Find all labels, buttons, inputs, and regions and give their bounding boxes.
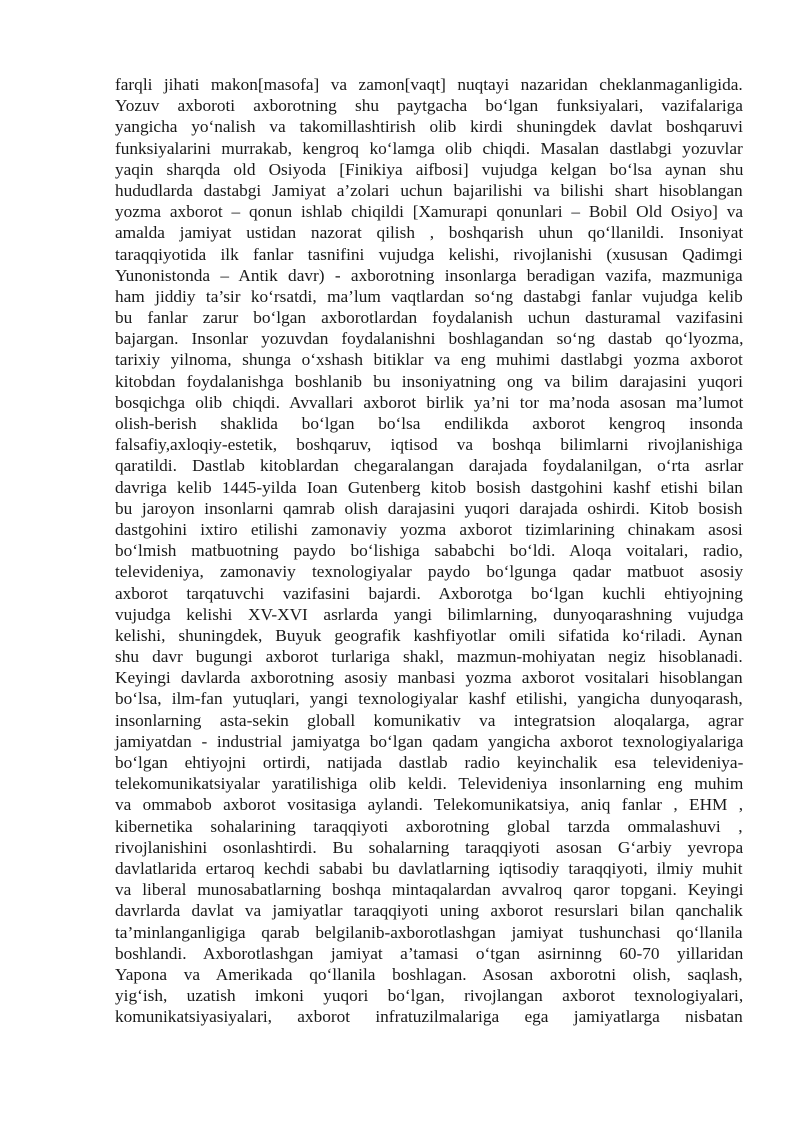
text-line: ta’minlanganligiga qarab belgilanib-axborotlashgan jamiyat tushunchasi qo‘llanila [115, 922, 743, 942]
text-line: yozma axborot – qonun ishlab chiqildi [Xamurapi qonunlari – Bobil Old Osiyo] va [115, 202, 744, 222]
text-line: yig‘ish, uzatish imkoni yuqori bo‘lgan, rivojlangan axborot texnologiyalari, [115, 986, 744, 1006]
text-line: olish-berish shaklida bo‘lgan bo‘lsa endilikda axborot kengroq insonda [115, 414, 743, 433]
text-line: Yozuv axboroti axborotning shu paytgacha bo‘lgan funksiyalari, vazifalariga [115, 96, 743, 116]
text-line: ham jiddiy ta’sir ko‘rsatdi, ma’lum vaqtlardan so‘ng dastabgi fanlar vujudga kelib [115, 286, 743, 306]
text-line: shu davr bugungi axborot turlariga shakl, mazmun-mohiyatan negiz hisoblanadi. [115, 647, 743, 667]
text-line: taraqqiyotida ilk fanlar tasnifini vujudga kelishi, rivojlanishi (xususan Qadimgi [115, 244, 743, 264]
text-line: funksiyalarini murrakab, kengroq ko‘lamga olib chiqdi. Masalan dastlabgi yozuvlar [115, 138, 743, 158]
text-line: komunikatsiyasiyalari, axborot infratuzilmalariga ega jamiyatlarga nisbatan [115, 1007, 743, 1027]
text-line: bo‘lgan ehtiyojni ortirdi, natijada dastlab radio keyinchalik esa televideniya- [115, 753, 744, 772]
text-line: kelishi, shuningdek, Buyuk geografik kashfiyotlar omili sifatida ko‘riladi. Aynan [115, 625, 743, 645]
text-line: davriga kelib 1445-yilda Ioan Gutenberg kitob bosish dastgohini kashf etishi bilan [115, 477, 743, 497]
text-line: vujudga kelishi XV-XVI asrlarda yangi bilimlarning, dunyoqarashning vujudga [115, 604, 744, 624]
text-line: televideniya, zamonaviy texnologiyalar paydo bo‘lgunga qadar matbuot asosiy [115, 562, 744, 582]
text-line: kitobdan foydalanishga boshlanib bu insoniyatning ong va bilim darajasini yuqori [115, 371, 743, 391]
text-line: bo‘lmish matbuotning paydo bo‘lishiga sababchi bo‘ldi. Aloqa voitalari, radio, [115, 541, 743, 561]
text-line: bu jaroyon insonlarni qamrab olish darajasini yuqori darajada oshirdi. Kitob bosish [115, 498, 743, 518]
text-line: farqli jihati makon[masofa] va zamon[vaqt] nuqtayi nazaridan cheklanmaganligida. [115, 75, 743, 94]
text-line: Yapona va Amerikada qo‘llanila boshlagan. Asosan axborotni olish, saqlash, [115, 964, 743, 984]
text-line: Keyingi davlarda axborotning asosiy manbasi yozma axborot vositalari hisoblangan [115, 668, 743, 688]
text-line: va ommabob axborot vositasiga aylandi. Telekomunikatsiya, aniq fanlar , EHM , [115, 795, 744, 815]
text-line: amalda jamiyat ustidan nazorat qilish , boshqarish uhun qo‘llanildi. Insoniyat [115, 223, 744, 243]
text-line: axborot tarqatuvchi vazifasini bajardi. Axborotga bo‘lgan kuchli ehtiyojning [115, 583, 743, 603]
text-line: boshlandi. Axborotlashgan jamiyat a’tamasi o‘tgan asirninng 60-70 yillaridan [115, 943, 744, 963]
text-line: hududlarda dastabgi Jamiyat a’zolari uchun bajarilishi va bilishi shart hisoblangan [115, 180, 743, 200]
text-line: rivojlanishini osonlashtirdi. Bu sohalarning taraqqiyoti asosan G‘arbiy yevropa [115, 837, 744, 857]
text-line: davrlarda davlat va jamiyatlar taraqqiyoti uning axborot resurslari bilan qanchalik [115, 901, 743, 921]
text-line: yangicha yo‘nalish va takomillashtirish olib kirdi shuningdek davlat boshqaruvi [115, 117, 743, 137]
text-line: kibernetika sohalarining taraqqiyoti axborotning global tarzda ommalashuvi , [115, 816, 743, 836]
text-line: Yunonistonda – Antik davr) - axborotning insonlarga beradigan vazifa, mazmuniga [115, 265, 743, 285]
text-line: bu fanlar zarur bo‘lgan axborotlardan foydalanish uchun dasturamal vazifasini [115, 308, 744, 328]
text-line: qaratildi. Dastlab kitoblardan chegaralangan darajada foydalanilgan, o‘rta asrlar [115, 456, 744, 476]
text-line: davlatlarida ertaroq kechdi sababi bu davlatlarning iqtisodiy taraqqiyoti, ilmiy muhit [115, 858, 743, 878]
text-line: va liberal munosabatlarning boshqa mintaqalardan avvalroq qaror topgani. Keyingi [115, 880, 744, 900]
text-line: jamiyatdan - industrial jamiyatga bo‘lgan qadam yangicha axborot texnologiyalariga [115, 731, 744, 751]
text-line: bosqichga olib chiqdi. Avvallari axborot birlik ya’ni tor ma’noda asosan ma’lumot [115, 392, 744, 412]
text-line: telekomunikatsiyalar yaratilishiga olib keldi. Televideniya insonlarning eng muhim [115, 774, 744, 794]
text-line: bo‘lsa, ilm-fan yutuqlari, yangi texnologiyalar kashf etilishi, yangicha dunyoqarash, [115, 689, 743, 709]
text-line: dastgohini ixtiro etilishi zamonaviy yozma axborot tizimlarining chinakam asosi [115, 519, 743, 539]
text-line: insonlarning asta-sekin globall komunikativ va integratsion aloqalarga, agrar [115, 710, 744, 730]
text-line: falsafiy,axloqiy-estetik, boshqaruv, iqtisod va boshqa bilimlarni rivojlanishiga [115, 435, 743, 455]
text-line: bajargan. Insonlar yozuvdan foydalanishni boshlagandan so‘ng dastab qo‘lyozma, [115, 329, 744, 349]
body-text [115, 74, 743, 1027]
text-line: yaqin sharqda old Osiyoda [Finikiya aifbosi] vujudga kelgan bo‘lsa aynan shu [115, 159, 744, 179]
text-line: tarixiy yilnoma, shunga o‘xshash bitiklar va eng muhimi dastlabgi yozma axborot [115, 350, 743, 370]
